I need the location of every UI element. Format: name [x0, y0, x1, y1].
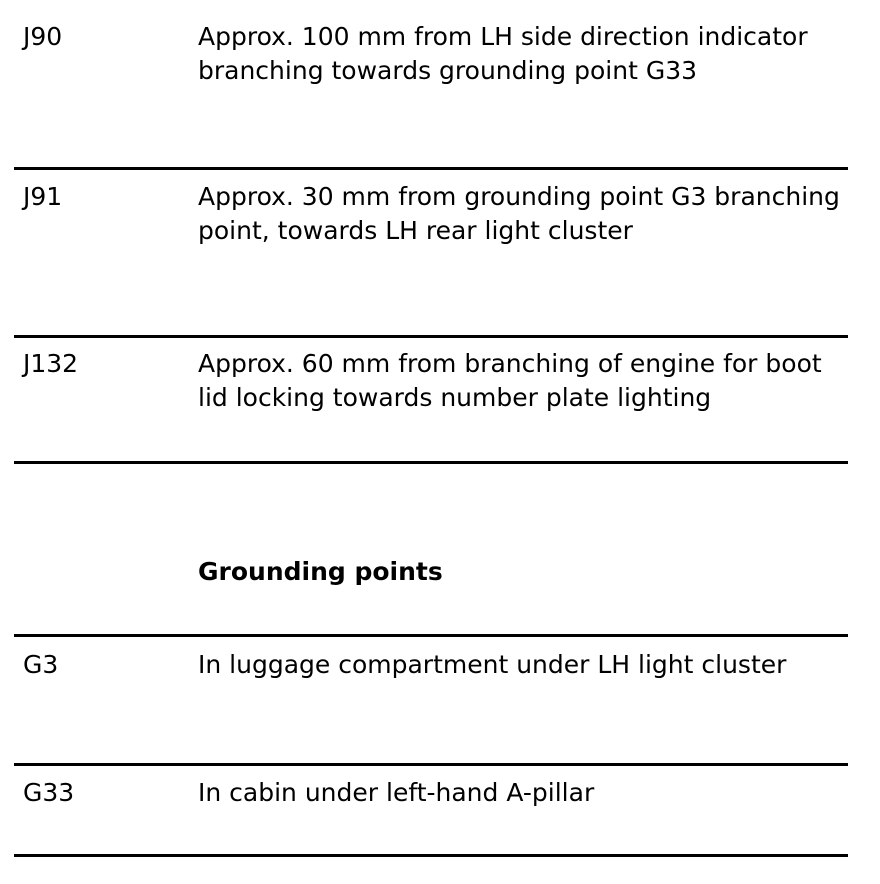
- grounding-point-code: G33: [23, 778, 75, 807]
- grounding-point-description: In cabin under left-hand A-pillar: [198, 778, 595, 807]
- grounding-point-code: G3: [23, 650, 59, 679]
- connector-code: J91: [23, 182, 63, 211]
- connector-code: J132: [23, 349, 79, 378]
- grounding-point-description: In luggage compartment under LH light cluster: [198, 650, 787, 679]
- connector-description: Approx. 60 mm from branching of engine for boot lid locking towards number plate lighting: [198, 349, 822, 412]
- row-divider: [14, 167, 848, 170]
- connector-description: Approx. 30 mm from grounding point G3 branching point, towards LH rear light cluster: [198, 182, 840, 245]
- row-divider: [14, 461, 848, 464]
- row-divider: [14, 634, 848, 637]
- row-divider: [14, 854, 848, 857]
- connector-code: J90: [23, 22, 63, 51]
- section-heading: Grounding points: [198, 557, 443, 586]
- connector-description: Approx. 100 mm from LH side direction indicator branching towards grounding point G33: [198, 22, 808, 85]
- row-divider: [14, 763, 848, 766]
- row-divider: [14, 335, 848, 338]
